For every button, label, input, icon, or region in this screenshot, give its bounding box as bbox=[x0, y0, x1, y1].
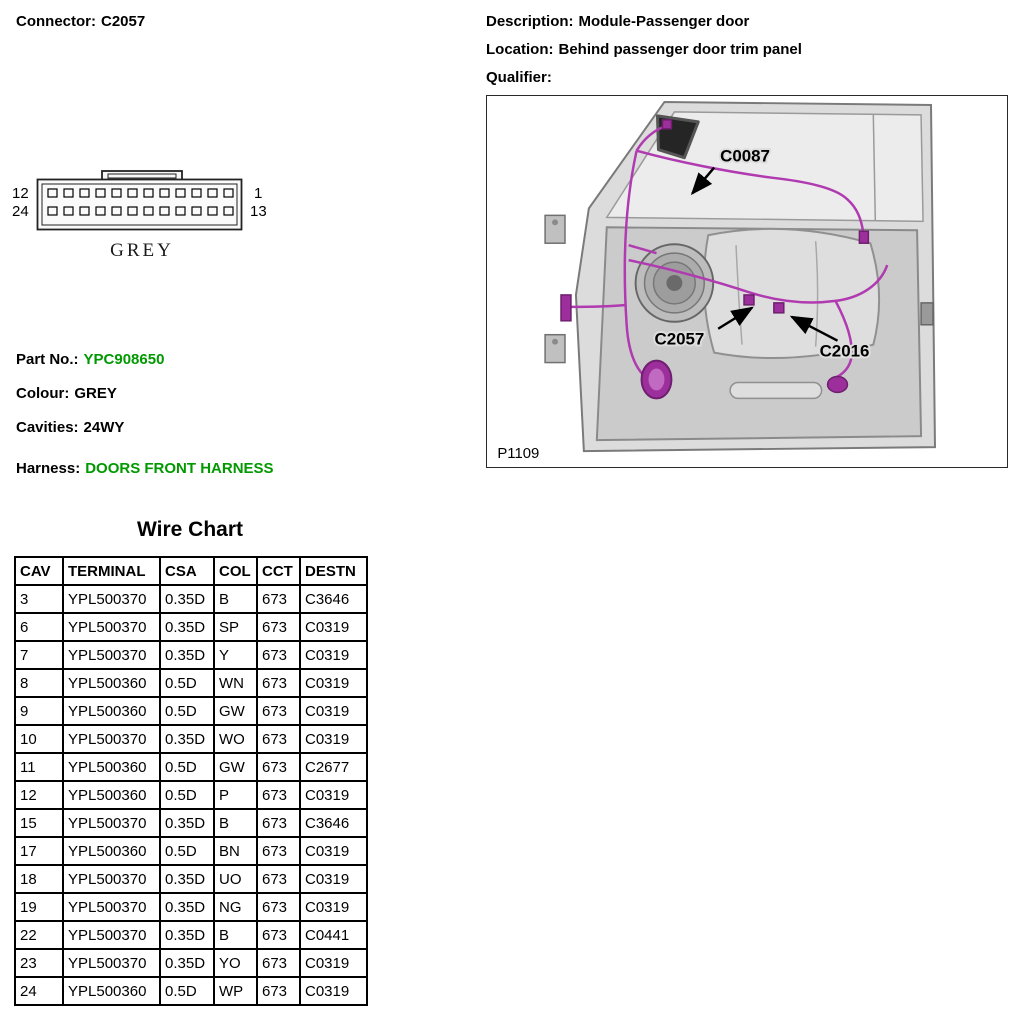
column-header: CCT bbox=[257, 557, 300, 585]
table-cell: 0.35D bbox=[160, 921, 214, 949]
table-cell: 0.35D bbox=[160, 893, 214, 921]
pin-number-bottom-right: 13 bbox=[250, 203, 267, 220]
cavities-line bbox=[16, 414, 124, 442]
table-cell: 12 bbox=[15, 781, 63, 809]
table-row bbox=[15, 977, 367, 1005]
table-cell: 673 bbox=[257, 977, 300, 1005]
table-cell: SP bbox=[214, 613, 257, 641]
table-cell: YPL500370 bbox=[63, 585, 160, 613]
table-cell: 0.35D bbox=[160, 809, 214, 837]
table-cell: 0.35D bbox=[160, 613, 214, 641]
table-cell: 24 bbox=[15, 977, 63, 1005]
table-cell: WO bbox=[214, 725, 257, 753]
table-cell: 0.5D bbox=[160, 697, 214, 725]
table-cell: YPL500360 bbox=[63, 837, 160, 865]
table-cell: C2677 bbox=[300, 753, 367, 781]
table-cell: YPL500370 bbox=[63, 893, 160, 921]
lower-slot bbox=[730, 382, 822, 398]
connector-title-value: C2057 bbox=[101, 13, 146, 30]
table-cell: 673 bbox=[257, 837, 300, 865]
pin-number-top-right: 1 bbox=[254, 185, 263, 202]
table-cell: 673 bbox=[257, 865, 300, 893]
part-no-label: Part No.: bbox=[16, 351, 79, 368]
figure-id: P1109 bbox=[497, 446, 540, 463]
table-cell: 6 bbox=[15, 613, 63, 641]
table-cell: BN bbox=[214, 837, 257, 865]
connector-colour-caption: GREY bbox=[110, 240, 174, 261]
location-line bbox=[486, 36, 802, 64]
table-cell: 0.5D bbox=[160, 837, 214, 865]
table-row bbox=[15, 781, 367, 809]
table-row bbox=[15, 809, 367, 837]
table-cell: 9 bbox=[15, 697, 63, 725]
table-row bbox=[15, 641, 367, 669]
table-cell: WP bbox=[214, 977, 257, 1005]
harness-line bbox=[16, 455, 274, 483]
table-cell: YPL500370 bbox=[63, 921, 160, 949]
table-cell: YPL500360 bbox=[63, 669, 160, 697]
table-cell: 673 bbox=[257, 809, 300, 837]
column-header: DESTN bbox=[300, 557, 367, 585]
table-row bbox=[15, 949, 367, 977]
table-cell: YPL500370 bbox=[63, 949, 160, 977]
table-cell: 673 bbox=[257, 613, 300, 641]
table-cell: 19 bbox=[15, 893, 63, 921]
table-cell: 673 bbox=[257, 781, 300, 809]
harness-label: Harness: bbox=[16, 460, 81, 477]
table-cell: YPL500370 bbox=[63, 613, 160, 641]
table-cell: WN bbox=[214, 669, 257, 697]
wire-chart-header-row bbox=[15, 557, 367, 585]
connector-title bbox=[16, 8, 145, 36]
table-cell: 673 bbox=[257, 697, 300, 725]
table-cell: 673 bbox=[257, 893, 300, 921]
table-cell: B bbox=[214, 809, 257, 837]
part-no-line bbox=[16, 346, 164, 374]
table-cell: 17 bbox=[15, 837, 63, 865]
door-location-figure bbox=[486, 95, 1008, 468]
table-cell: 673 bbox=[257, 921, 300, 949]
table-cell: 673 bbox=[257, 725, 300, 753]
column-header: TERMINAL bbox=[63, 557, 160, 585]
callout-label-c2057: C2057 bbox=[654, 329, 705, 349]
table-cell: 673 bbox=[257, 669, 300, 697]
table-cell: C0319 bbox=[300, 781, 367, 809]
description-value: Module-Passenger door bbox=[578, 13, 750, 30]
table-cell: UO bbox=[214, 865, 257, 893]
table-cell: B bbox=[214, 585, 257, 613]
table-cell: YPL500370 bbox=[63, 865, 160, 893]
table-cell: 11 bbox=[15, 753, 63, 781]
table-cell: 0.5D bbox=[160, 781, 214, 809]
table-row bbox=[15, 669, 367, 697]
table-cell: 0.35D bbox=[160, 585, 214, 613]
location-label: Location: bbox=[486, 41, 554, 58]
door-latch bbox=[921, 303, 933, 325]
table-cell: 15 bbox=[15, 809, 63, 837]
column-header: COL bbox=[214, 557, 257, 585]
table-cell: C0319 bbox=[300, 977, 367, 1005]
table-cell: 673 bbox=[257, 753, 300, 781]
table-row bbox=[15, 753, 367, 781]
table-row bbox=[15, 585, 367, 613]
table-cell: C0319 bbox=[300, 641, 367, 669]
table-cell: C0319 bbox=[300, 837, 367, 865]
table-cell: C0319 bbox=[300, 893, 367, 921]
table-cell: YPL500360 bbox=[63, 697, 160, 725]
connector-title-label: Connector: bbox=[16, 13, 96, 30]
harness-link[interactable]: DOORS FRONT HARNESS bbox=[85, 460, 274, 477]
table-cell: 3 bbox=[15, 585, 63, 613]
table-row bbox=[15, 697, 367, 725]
table-row bbox=[15, 725, 367, 753]
table-cell: YPL500360 bbox=[63, 753, 160, 781]
table-cell: YPL500370 bbox=[63, 725, 160, 753]
table-cell: C0319 bbox=[300, 697, 367, 725]
wire-chart-table bbox=[14, 556, 368, 1006]
access-opening bbox=[704, 229, 879, 358]
callout-label-c2016: C2016 bbox=[819, 341, 870, 361]
colour-line bbox=[16, 380, 117, 408]
table-cell: 673 bbox=[257, 949, 300, 977]
table-cell: C0319 bbox=[300, 865, 367, 893]
table-cell: NG bbox=[214, 893, 257, 921]
description-label: Description: bbox=[486, 13, 574, 30]
table-cell: YPL500370 bbox=[63, 641, 160, 669]
connector-body bbox=[38, 180, 242, 230]
speaker bbox=[636, 244, 714, 322]
table-cell: 22 bbox=[15, 921, 63, 949]
table-cell: C3646 bbox=[300, 585, 367, 613]
table-cell: 0.35D bbox=[160, 865, 214, 893]
table-cell: C0319 bbox=[300, 949, 367, 977]
location-value: Behind passenger door trim panel bbox=[558, 41, 802, 58]
cavities-value: 24WY bbox=[83, 419, 125, 436]
column-header: CSA bbox=[160, 557, 214, 585]
table-cell: YPL500370 bbox=[63, 809, 160, 837]
door-illustration bbox=[487, 96, 1007, 467]
table-cell: 0.5D bbox=[160, 669, 214, 697]
table-row bbox=[15, 837, 367, 865]
table-cell: GW bbox=[214, 697, 257, 725]
table-cell: 673 bbox=[257, 641, 300, 669]
colour-label: Colour: bbox=[16, 385, 70, 402]
table-cell: 18 bbox=[15, 865, 63, 893]
table-cell: P bbox=[214, 781, 257, 809]
table-cell: C0319 bbox=[300, 613, 367, 641]
wire-chart-title: Wire Chart bbox=[137, 518, 243, 541]
pin-number-bottom-left: 24 bbox=[12, 203, 29, 220]
table-cell: C0319 bbox=[300, 669, 367, 697]
table-row bbox=[15, 893, 367, 921]
wire-chart-body bbox=[15, 585, 367, 1005]
table-row bbox=[15, 613, 367, 641]
table-cell: C0441 bbox=[300, 921, 367, 949]
table-cell: C0319 bbox=[300, 725, 367, 753]
connector-face-drawing bbox=[36, 168, 248, 234]
colour-value: GREY bbox=[74, 385, 117, 402]
table-cell: 23 bbox=[15, 949, 63, 977]
table-cell: C3646 bbox=[300, 809, 367, 837]
table-cell: B bbox=[214, 921, 257, 949]
qualifier-line bbox=[486, 64, 557, 92]
table-cell: GW bbox=[214, 753, 257, 781]
table-cell: 0.5D bbox=[160, 753, 214, 781]
part-no-link[interactable]: YPC908650 bbox=[83, 351, 165, 368]
table-cell: 0.35D bbox=[160, 725, 214, 753]
table-cell: 10 bbox=[15, 725, 63, 753]
callout-label-c0087: C0087 bbox=[720, 146, 770, 166]
table-cell: 0.35D bbox=[160, 641, 214, 669]
table-row bbox=[15, 921, 367, 949]
pin-number-top-left: 12 bbox=[12, 185, 29, 202]
table-cell: YPL500360 bbox=[63, 781, 160, 809]
description-line bbox=[486, 8, 749, 36]
table-cell: YO bbox=[214, 949, 257, 977]
door-hinges bbox=[545, 215, 565, 362]
table-cell: 0.5D bbox=[160, 977, 214, 1005]
table-cell: 0.35D bbox=[160, 949, 214, 977]
column-header: CAV bbox=[15, 557, 63, 585]
table-row bbox=[15, 865, 367, 893]
cavities-label: Cavities: bbox=[16, 419, 79, 436]
table-cell: Y bbox=[214, 641, 257, 669]
table-cell: 7 bbox=[15, 641, 63, 669]
table-cell: 8 bbox=[15, 669, 63, 697]
table-cell: 673 bbox=[257, 585, 300, 613]
table-cell: YPL500360 bbox=[63, 977, 160, 1005]
qualifier-label: Qualifier: bbox=[486, 69, 552, 86]
